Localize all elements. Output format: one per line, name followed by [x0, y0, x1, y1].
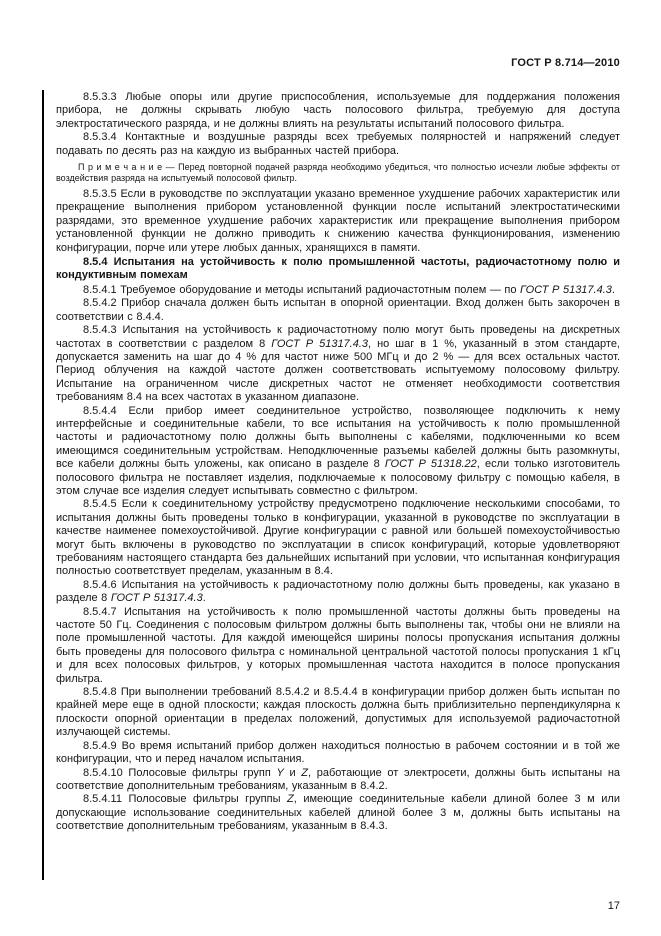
text-run: Z — [287, 793, 294, 806]
text-run: . — [611, 283, 615, 296]
text-run: 8.5.4.10 Полосовые фильтры групп — [83, 766, 277, 779]
text-run: 8.5.4.7 Испытания на устойчивость к полю промышленной частоты должны быть проведены на частоте 50 Гц. Соединения с полосовым фильтром должны быть выполнены так, чтобы они не влияли на поле промышленной частоты. Для каждой имеющейся ширины полосы пропускания испытания должны быть проведены для полосового фильтра с номинальной центральной частотой полосы пропускания 1 кГц и для всех полосовых фильтров, у которых промышленная частота находится в полосе пропускания фильтра. — [56, 605, 620, 685]
paragraph — [56, 686, 620, 740]
paragraph — [56, 91, 620, 131]
text-run: , имеющие соединительные кабели длиной более 3 м или допускающие использование соединительных кабелей длиной более 3 м, должны быть испытаны на соответствие дополнительным требованиям, указанным в 8.4.3. — [56, 793, 620, 833]
text-run: 8.5.4.1 Требуемое оборудование и методы испытаний радиочастотным полем — по — [83, 283, 521, 296]
text-run: , но шаг в 1 %, указанный в этом стандарте, допускается заменить на шаг до 4 % для частот ниже 500 МГц и до 2 % — для всех остальных частот. Период облучения на каждой частоте должен соответствовать испытуемому полосовому фильтру. Испытание на ограниченном числе дискретных частот не отменяет необходимости соответствия требованиям 8.4 на всех частотах в указанном диапазоне. — [56, 337, 620, 404]
text-run: и — [283, 766, 302, 779]
paragraph — [56, 284, 620, 297]
paragraph — [56, 579, 620, 606]
text-run: Y — [276, 766, 284, 779]
text-run: ГОСТ Р 51317.4.3 — [110, 592, 203, 605]
paragraph — [56, 793, 620, 833]
text-run: ГОСТ Р 51317.4.3 — [520, 283, 612, 296]
text-run: ГОСТ Р 51317.4.3 — [271, 337, 369, 350]
running-header-title: ГОСТ Р 8.714—2010 — [511, 57, 620, 69]
paragraph — [56, 324, 620, 404]
text-run: 8.5.3.4 Контактные и воздушные разряды всех требуемых полярностей и напряжений следует подавать по десять раз на каждую из выбранных частей прибора. — [56, 131, 620, 157]
paragraph — [56, 767, 620, 794]
left-margin-rule — [42, 90, 44, 880]
text-run: ГОСТ Р 51318.22 — [384, 458, 477, 471]
section-heading — [56, 256, 620, 283]
text-run: 8.5.4.9 Во время испытаний прибор должен находиться полностью в рабочем состоянии и в той же конфигурации, что и перед началом испытания. — [56, 739, 620, 766]
paragraph — [56, 297, 620, 324]
text-run: 8.5.3.5 Если в руководстве по эксплуатации указано временное ухудшение рабочих характеристик или прекращение выполнения прибором установленной функции после испытаний электростатическими разрядами, это временное ухудшение рабочих характеристик или прекращение выполнения прибором установленной функции не должно приводить к снижению качества функционирования, изменению конфигурации, порче или утере любых данных, хранящихся в памяти. — [56, 188, 620, 254]
paragraph — [56, 606, 620, 686]
text-run: 8.5.4 Испытания на устойчивость к полю промышленной частоты, радиочастотному полю и кондуктивным помехам — [56, 256, 620, 282]
note-paragraph — [56, 162, 620, 184]
text-run: 8.5.3.3 Любые опоры или другие приспособления, используемые для поддержания положения прибора, не должны скрывать любую часть полосового фильтра, требуемую для доступа электростатического разряда, и не должны влиять на результаты испытаний полосового фильтра. — [56, 91, 620, 130]
text-run: . — [202, 592, 206, 605]
text-run: 8.5.4.3 Испытания на устойчивость к радиочастотному полю могут быть проведены на дискретных частотах в соответствии с разделом 8 — [56, 324, 620, 350]
paragraph — [56, 498, 620, 578]
text-run: Z — [301, 766, 309, 779]
paragraph — [56, 740, 620, 767]
page-number: 17 — [607, 900, 620, 912]
text-run: 8.5.4.8 При выполнении требований 8.5.4.2 и 8.5.4.4 в конфигурации прибор должен быть испытан по крайней мере еще в одной плоскости; каждая плоскость должна быть приблизительно перпендикулярна к плоскости опорной ориентации в пределах положений, допустимых для используемой радиочастотной излучающей системы. — [56, 686, 620, 739]
text-run: 8.5.4.4 Если прибор имеет соединительное устройство, позволяющее подключить к нему интерфейсные и соединительные кабели, то все испытания на устойчивость к полю промышленной частоты и радиочастотному полю должны быть выполнены с кабелями, подключенными ко всем имеющимся соединительным устройствам. Неподключенные разъемы кабелей должны быть разомкнуты, все кабели должны быть уложены, как описано в разделе 8 — [56, 404, 620, 471]
paragraph — [56, 131, 620, 158]
text-run: , если только изготовитель полосового фильтра не поставляет изделия, подключаемые к полосовому фильтру с помощью кабеля, в этом случае все изделия следует испытывать совместно с фильтром. — [56, 458, 620, 497]
text-run: , работающие от электросети, должны быть испытаны на соответствие дополнительным требованиям, указанным в 8.4.2. — [56, 766, 621, 792]
text-run: 8.5.4.11 Полосовые фильтры группы — [83, 793, 288, 806]
paragraph — [56, 188, 620, 255]
text-run: 8.5.4.5 Если к соединительному устройству предусмотрено подключение несколькими способами, то испытания должны быть проведены только в конфигурации, указанной в руководстве по эксплуатации в качестве наименее помехоустойчивой. Другие конфигурации с равной или большей помехоустойчивостью могут быть включены в руководство по эксплуатации в список конфигураций, которые удовлетворяют требованиям настоящего стандарта без дальнейших испытаний при условии, что испытанная конфигурация полностью соответствует пределам, указанным в 8.4. — [56, 498, 620, 578]
text-run: П р и м е ч а н и е — Перед повторной подачей разряда необходимо убедиться, что полностью исчезли любые эффекты от воздействия разряда на испытуемый полосовой фильтр. — [56, 162, 620, 184]
text-run: 8.5.4.2 Прибор сначала должен быть испытан в опорной ориентации. Вход должен быть закорочен в соответствии с 8.4.4. — [56, 297, 620, 323]
text-run: 8.5.4.6 Испытания на устойчивость к радиочастотному полю должны быть проведены, как указано в разделе 8 — [56, 578, 620, 605]
paragraph — [56, 405, 620, 499]
document-body — [56, 91, 620, 834]
